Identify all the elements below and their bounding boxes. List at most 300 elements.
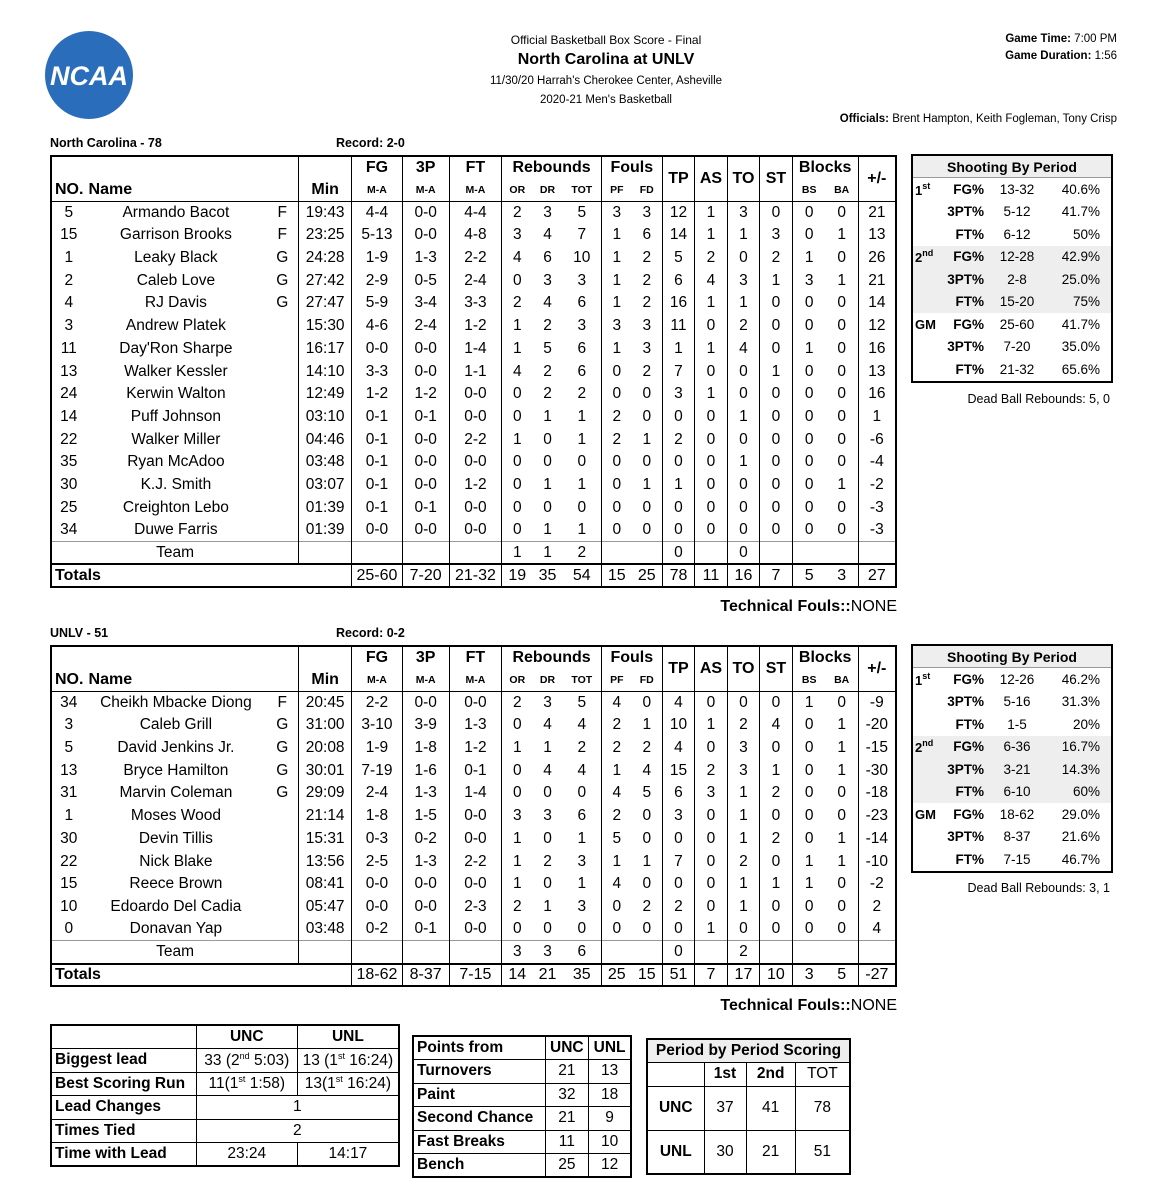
player-3p: 1-2 (402, 383, 449, 406)
points-from-category: Paint (413, 1083, 545, 1107)
team-row (51, 542, 896, 565)
player-min: 30:01 (299, 759, 352, 782)
player-name: Bryce Hamilton (123, 761, 229, 779)
biggest-lead-unl: 13 (1st 16:24) (297, 1049, 399, 1073)
player-3p: 0-0 (402, 201, 449, 224)
player-position (266, 850, 298, 873)
player-number: 34 (60, 693, 78, 711)
player-min: 24:28 (299, 247, 352, 270)
points-from-category: Fast Breaks (413, 1130, 545, 1154)
player-as: 1 (695, 338, 727, 361)
player-3p: 0-0 (402, 519, 449, 542)
player-tp: 0 (662, 828, 694, 851)
player-row (51, 474, 896, 497)
shooting-stat: FT% (955, 226, 984, 242)
player-dr: 3 (543, 271, 552, 289)
shooting-row (913, 826, 1111, 849)
player-fg: 1-8 (352, 805, 403, 828)
points-from-unc: 21 (545, 1060, 589, 1084)
player-st: 2 (760, 247, 792, 270)
player-st: 3 (760, 224, 792, 247)
player-row (51, 269, 896, 292)
player-or: 0 (502, 269, 532, 292)
totals-pm: -27 (858, 964, 896, 987)
player-3p: 2-4 (402, 315, 449, 338)
player-plusminus: -10 (858, 850, 896, 873)
player-dr: 4 (543, 716, 552, 734)
technical-fouls-value: NONE (850, 997, 897, 1014)
shooting-pct: 41.7% (1061, 204, 1100, 220)
player-or: 4 (502, 360, 532, 383)
player-number: 30 (60, 829, 78, 847)
shooting-pct: 40.6% (1061, 181, 1100, 197)
player-position: G (276, 784, 289, 802)
player-fg: 0-2 (352, 918, 403, 941)
player-as: 0 (695, 850, 727, 873)
player-fg: 5-13 (352, 224, 403, 247)
biggest-lead-label: Biggest lead (51, 1049, 196, 1073)
player-to: 2 (727, 315, 759, 338)
player-ft: 3-3 (449, 292, 502, 315)
player-plusminus: -6 (858, 428, 896, 451)
shooting-period: 2nd (915, 738, 934, 756)
player-fd: 0 (642, 521, 652, 539)
svg-text:NCAA: NCAA (50, 61, 128, 91)
shooting-row (913, 246, 1111, 269)
player-number: 10 (60, 897, 78, 915)
player-name: Cheikh Mbacke Diong (100, 693, 252, 711)
player-to: 1 (727, 782, 759, 805)
player-position (266, 918, 298, 941)
player-position (266, 474, 298, 497)
player-row (51, 759, 896, 782)
points-from-unc: 32 (545, 1083, 589, 1107)
player-fg: 0-0 (352, 519, 403, 542)
team-or: 1 (502, 542, 532, 565)
player-tp: 0 (662, 451, 694, 474)
player-ft: 0-1 (449, 759, 502, 782)
player-st: 0 (760, 428, 792, 451)
player-ft: 4-8 (449, 224, 502, 247)
player-plusminus: -20 (858, 714, 896, 737)
player-fd: 6 (642, 226, 652, 244)
box-score-table (50, 155, 897, 588)
player-bs: 0 (792, 292, 826, 315)
player-row (51, 315, 896, 338)
player-tp: 6 (662, 269, 694, 292)
player-ft: 1-4 (449, 338, 502, 361)
player-as: 1 (695, 383, 727, 406)
player-to: 1 (727, 406, 759, 429)
player-number: 2 (64, 271, 74, 289)
shooting-made-attempted: 18-62 (999, 806, 1035, 822)
shooting-made-attempted: 15-20 (999, 294, 1035, 310)
player-min: 20:45 (299, 691, 352, 714)
totals-pf: 15 (601, 564, 631, 587)
player-3p: 0-0 (402, 691, 449, 714)
player-row (51, 224, 896, 247)
totals-bs: 3 (792, 964, 826, 987)
game-title: North Carolina at UNLV (517, 51, 695, 68)
player-bs: 1 (792, 873, 826, 896)
team-ba (826, 542, 858, 565)
player-name: Devin Tillis (138, 829, 213, 847)
player-min: 03:07 (299, 474, 352, 497)
player-dr: 0 (543, 498, 552, 516)
totals-row (51, 964, 896, 987)
team-pf (601, 941, 631, 964)
player-fg: 0-1 (352, 406, 403, 429)
shooting-title: Shooting By Period (913, 646, 1111, 668)
team-to: 2 (727, 941, 759, 964)
player-row (51, 896, 896, 919)
player-ft: 2-3 (449, 896, 502, 919)
player-bs: 0 (792, 896, 826, 919)
player-min: 13:56 (299, 850, 352, 873)
col-sub-fd: FD (632, 669, 662, 692)
player-pf: 3 (601, 201, 631, 224)
player-bs: 0 (792, 474, 826, 497)
points-from-row (413, 1060, 631, 1084)
team-min (299, 941, 352, 964)
player-st: 0 (760, 451, 792, 474)
player-name: David Jenkins Jr. (117, 739, 235, 757)
player-fd: 0 (642, 875, 652, 893)
team-row-label: Team (51, 542, 299, 565)
player-st: 0 (760, 918, 792, 941)
player-plusminus: -23 (858, 805, 896, 828)
player-or: 2 (502, 201, 532, 224)
player-ba: 0 (837, 362, 846, 380)
player-fd: 0 (642, 453, 652, 471)
player-plusminus: 16 (858, 338, 896, 361)
player-3p: 3-9 (402, 714, 449, 737)
player-pf: 2 (601, 805, 631, 828)
col-sub-ba: BA (826, 179, 858, 202)
player-plusminus: -30 (858, 759, 896, 782)
period-total-score: 51 (795, 1130, 850, 1174)
player-pf: 0 (601, 918, 631, 941)
player-plusminus: -18 (858, 782, 896, 805)
player-pf: 4 (601, 782, 631, 805)
player-dr: 1 (543, 475, 552, 493)
player-dr: 0 (543, 829, 552, 847)
player-st: 0 (760, 383, 792, 406)
team-record: Record: 0-2 (336, 626, 405, 640)
totals-st: 7 (760, 564, 792, 587)
player-number: 5 (64, 739, 74, 757)
shooting-row (913, 201, 1111, 224)
player-tot-reb: 2 (577, 385, 587, 403)
best-run-unl: 13(1st 16:24) (297, 1072, 399, 1096)
shooting-by-period (911, 154, 1113, 383)
player-tp: 16 (662, 292, 694, 315)
shooting-row (913, 358, 1111, 381)
shooting-pct: 41.7% (1061, 316, 1100, 332)
player-number: 13 (60, 761, 78, 779)
player-dr: 5 (543, 339, 552, 357)
player-bs: 1 (792, 691, 826, 714)
player-st: 0 (760, 201, 792, 224)
player-tot-reb: 7 (577, 226, 587, 244)
points-from-category: Turnovers (413, 1060, 545, 1084)
team-fd (632, 542, 662, 565)
shooting-pct: 50% (1072, 226, 1100, 242)
col-sub-dr: DR (532, 179, 562, 202)
player-min: 27:47 (299, 292, 352, 315)
col-plusminus: +/- (858, 156, 896, 201)
biggest-lead-unc: 33 (2nd 5:03) (196, 1049, 297, 1073)
player-plusminus: 16 (858, 383, 896, 406)
player-row (51, 338, 896, 361)
player-number: 24 (60, 385, 78, 403)
player-number: 13 (60, 362, 78, 380)
player-3p: 0-0 (402, 873, 449, 896)
points-from-header: Points from (413, 1036, 545, 1060)
player-fd: 2 (642, 249, 652, 267)
totals-ba: 3 (826, 564, 858, 587)
player-st: 0 (760, 519, 792, 542)
player-or: 0 (502, 474, 532, 497)
player-to: 0 (727, 519, 759, 542)
player-to: 4 (727, 338, 759, 361)
player-fd: 4 (642, 761, 652, 779)
player-tot-reb: 0 (577, 498, 587, 516)
player-number: 22 (60, 430, 78, 448)
player-fd: 1 (642, 852, 652, 870)
player-st: 1 (760, 759, 792, 782)
player-tot-reb: 5 (577, 203, 587, 221)
player-tp: 11 (662, 315, 694, 338)
player-tp: 4 (662, 691, 694, 714)
player-dr: 0 (543, 784, 552, 802)
col-unl: UNL (297, 1025, 399, 1049)
player-to: 1 (727, 451, 759, 474)
box-score-table (50, 645, 897, 987)
header-spacer (299, 156, 352, 179)
player-tp: 5 (662, 247, 694, 270)
player-row (51, 850, 896, 873)
player-tp: 7 (662, 360, 694, 383)
player-position (266, 519, 298, 542)
player-bs: 0 (792, 383, 826, 406)
shooting-pct: 21.6% (1061, 829, 1100, 845)
player-tot-reb: 5 (577, 693, 587, 711)
player-name: Walker Kessler (124, 362, 228, 380)
points-from-unc: 25 (545, 1154, 589, 1178)
player-to: 2 (727, 714, 759, 737)
points-from-col-unl: UNL (589, 1036, 631, 1060)
col-fg: FG (352, 646, 403, 669)
totals-pf: 25 (601, 964, 631, 987)
player-pf: 4 (601, 691, 631, 714)
period-total-score: 78 (795, 1086, 850, 1130)
player-bs: 0 (792, 428, 826, 451)
player-to: 1 (727, 224, 759, 247)
col-ft: FT (449, 156, 502, 179)
player-plusminus: -2 (858, 474, 896, 497)
player-fd: 3 (642, 317, 652, 335)
shooting-stat: FT% (955, 361, 984, 377)
totals-to: 16 (727, 564, 759, 587)
shooting-row (913, 803, 1111, 826)
player-as: 0 (695, 519, 727, 542)
player-pf: 0 (601, 451, 631, 474)
player-st: 2 (760, 828, 792, 851)
player-bs: 0 (792, 782, 826, 805)
player-fd: 0 (642, 829, 652, 847)
col-tp: TP (662, 156, 694, 201)
player-tp: 3 (662, 383, 694, 406)
player-as: 1 (695, 714, 727, 737)
player-bs: 0 (792, 360, 826, 383)
shooting-made-attempted: 25-60 (999, 316, 1035, 332)
player-position (266, 451, 298, 474)
season: 2020-21 Men's Basketball (540, 94, 672, 106)
player-min: 29:09 (299, 782, 352, 805)
player-ft: 0-0 (449, 406, 502, 429)
technical-fouls-label: Technical Fouls:: (720, 997, 851, 1014)
player-to: 3 (727, 737, 759, 760)
player-ba: 0 (837, 385, 846, 403)
col-name: Name (86, 669, 299, 692)
player-tp: 3 (662, 805, 694, 828)
player-number: 3 (64, 716, 74, 734)
player-ba: 0 (837, 430, 846, 448)
player-dr: 3 (543, 693, 552, 711)
shooting-made-attempted: 13-32 (999, 181, 1035, 197)
player-tp: 14 (662, 224, 694, 247)
shooting-period: 1st (915, 180, 931, 198)
player-tot-reb: 1 (577, 430, 587, 448)
shooting-stat: 3PT% (947, 694, 984, 710)
player-fd: 2 (642, 271, 652, 289)
player-ft: 1-1 (449, 360, 502, 383)
player-bs: 0 (792, 805, 826, 828)
player-name: K.J. Smith (140, 475, 212, 493)
player-row (51, 714, 896, 737)
player-plusminus: 21 (858, 269, 896, 292)
player-plusminus: -3 (858, 496, 896, 519)
player-dr: 4 (543, 294, 552, 312)
shooting-title: Shooting By Period (913, 156, 1111, 178)
player-bs: 0 (792, 759, 826, 782)
shooting-stat: 3PT% (947, 829, 984, 845)
player-dr: 3 (543, 807, 552, 825)
player-st: 4 (760, 714, 792, 737)
ncaa-logo (42, 30, 136, 120)
points-from-unl: 18 (589, 1083, 631, 1107)
player-fg: 2-5 (352, 850, 403, 873)
team-pm (858, 941, 896, 964)
col-sub-bs: BS (792, 179, 826, 202)
shooting-made-attempted: 5-16 (1003, 694, 1031, 710)
player-ba: 0 (837, 521, 846, 539)
player-row (51, 451, 896, 474)
player-tp: 2 (662, 428, 694, 451)
player-st: 1 (760, 360, 792, 383)
player-position (266, 873, 298, 896)
player-pf: 2 (601, 714, 631, 737)
player-pf: 0 (601, 383, 631, 406)
player-st: 0 (760, 406, 792, 429)
shooting-stat: FT% (955, 294, 984, 310)
player-ba: 1 (837, 475, 846, 493)
period-2nd-score: 41 (746, 1086, 795, 1130)
player-row (51, 782, 896, 805)
player-position (266, 828, 298, 851)
col-st: ST (760, 156, 792, 201)
col-sub-fd: FD (632, 179, 662, 202)
shooting-period-sup: st (922, 670, 931, 681)
player-st: 0 (760, 292, 792, 315)
shooting-period: 2nd (915, 248, 934, 266)
shooting-row (913, 758, 1111, 781)
player-number: 0 (64, 920, 74, 938)
player-ft: 0-0 (449, 805, 502, 828)
team-pf (601, 542, 631, 565)
player-ba: 0 (837, 339, 846, 357)
player-tp: 1 (662, 474, 694, 497)
player-bs: 1 (792, 338, 826, 361)
player-st: 0 (760, 896, 792, 919)
player-ft: 0-0 (449, 451, 502, 474)
totals-tp: 78 (662, 564, 694, 587)
player-dr: 0 (543, 453, 552, 471)
player-pf: 2 (601, 737, 631, 760)
player-st: 2 (760, 782, 792, 805)
player-pf: 2 (601, 406, 631, 429)
shooting-made-attempted: 12-28 (999, 249, 1035, 265)
player-plusminus: -4 (858, 451, 896, 474)
player-tot-reb: 1 (577, 475, 587, 493)
player-plusminus: -3 (858, 519, 896, 542)
player-dr: 0 (543, 920, 552, 938)
shooting-period-sup: nd (922, 248, 934, 259)
team-to: 0 (727, 542, 759, 565)
technical-fouls (720, 997, 897, 1015)
totals-tp: 51 (662, 964, 694, 987)
player-position: F (277, 226, 287, 244)
player-name: Reece Brown (129, 875, 223, 893)
team-ft (449, 542, 502, 565)
player-number: 1 (64, 807, 74, 825)
player-plusminus: 12 (858, 315, 896, 338)
shooting-row (913, 781, 1111, 804)
col-name: Name (86, 179, 299, 202)
player-or: 1 (502, 338, 532, 361)
player-min: 20:08 (299, 737, 352, 760)
player-ba: 1 (837, 829, 846, 847)
shooting-stat: 3PT% (947, 761, 984, 777)
player-min: 19:43 (299, 201, 352, 224)
player-dr: 1 (543, 897, 552, 915)
player-min: 04:46 (299, 428, 352, 451)
player-position: G (276, 739, 289, 757)
shooting-row (913, 668, 1111, 691)
player-ft: 0-0 (449, 828, 502, 851)
player-bs: 0 (792, 406, 826, 429)
shooting-by-period (911, 644, 1113, 873)
col-reb: Rebounds (502, 646, 601, 669)
col-st: ST (760, 646, 792, 691)
shooting-made-attempted: 7-15 (1003, 851, 1031, 867)
player-tot-reb: 3 (577, 271, 587, 289)
col-no: NO. (51, 669, 86, 692)
player-ba: 1 (837, 716, 846, 734)
player-plusminus: -9 (858, 691, 896, 714)
player-ft: 4-4 (449, 201, 502, 224)
